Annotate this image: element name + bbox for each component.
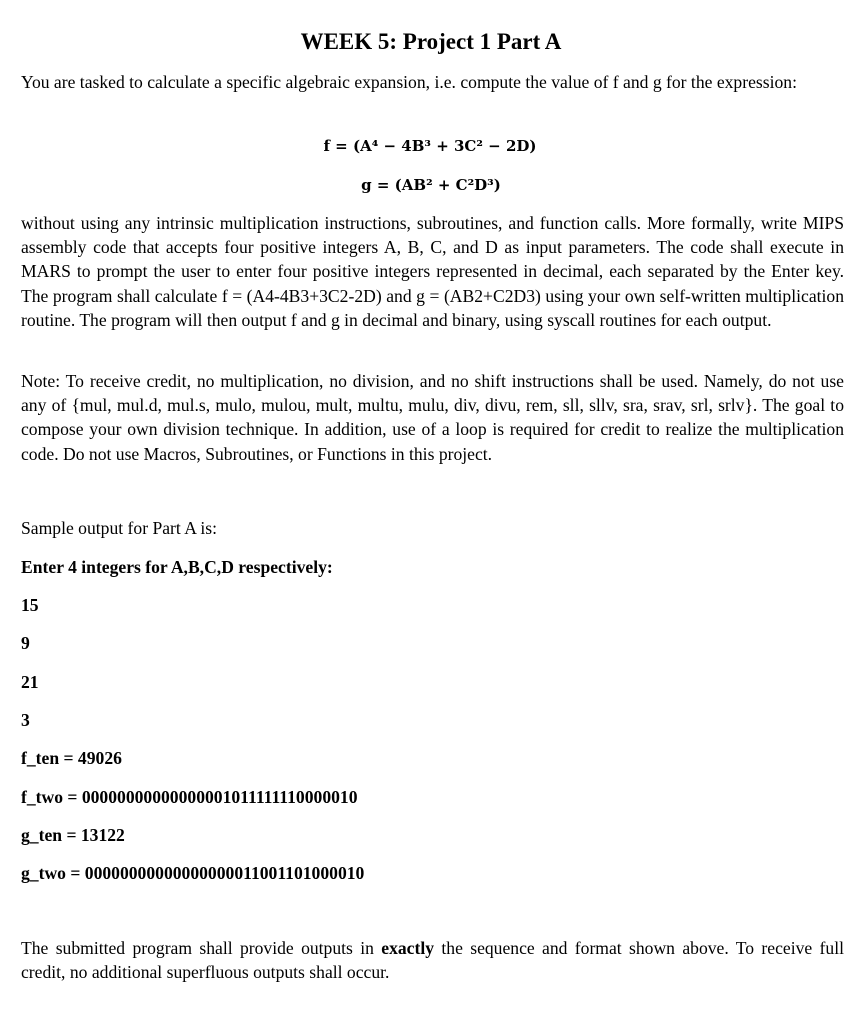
sample-input-d: 3 [21,710,30,730]
sample-input-c: 21 [21,672,39,692]
sample-input-a: 15 [21,595,39,615]
final-text-before: The submitted program shall provide outputs in [21,938,382,958]
sample-prompt: Enter 4 integers for A,B,C,D respectively: [21,557,333,577]
sample-g-two: g_two = 00000000000000000011001101000010 [21,863,365,883]
intro-paragraph: You are tasked to calculate a specific algebraic expansion, i.e. compute the value of f and g for the expression: [21,72,797,92]
requirements-paragraph: without using any intrinsic multiplication instructions, subroutines, and function calls. More formally, write MIPS assembly code that accepts four positive integers A, B, C, and D as input parameters. The code shall execute in MARS to prompt the user to enter four positive integers represented in decimal, each separated by the Enter key. The program shall calculate f = (A4-4B3+3C2-2D) and g = (AB2+C2D3) using your own self-written multiplication routine. The program will then output f and g in decimal and binary, using syscall routines for each output. [21,213,844,330]
final-text-after: the sequence and format shown above. To receive full credit, no additional superfluous outputs shall occur. [21,938,844,983]
sample-heading: Sample output for Part A is: [21,518,217,538]
sample-input-b: 9 [21,633,30,653]
final-emphasis: exactly [381,938,435,958]
sample-f-two: f_two = 00000000000000001011111110000010 [21,787,358,807]
formula-g: g = (AB² + C²D³) [361,176,501,194]
final-paragraph [21,936,844,984]
sample-g-ten: g_ten = 13122 [21,825,125,845]
note-paragraph: Note: To receive credit, no multiplication, no division, and no shift instructions shall be used. Namely, do not use any of {mul, mul.d, mul.s, mulo, mulou, mult, multu, mulu, div, divu, rem, sll, sllv, sra, srav, srl, srlv}. The goal to compose your own division technique. In addition, use of a loop is required for credit to realize the multiplication code. Do not use Macros, Subroutines, or Functions in this project. [21,371,844,464]
page-title: WEEK 5: Project 1 Part A [300,29,562,54]
sample-f-ten: f_ten = 49026 [21,748,122,768]
formula-f: f = (A⁴ − 4B³ + 3C² − 2D) [323,137,537,155]
